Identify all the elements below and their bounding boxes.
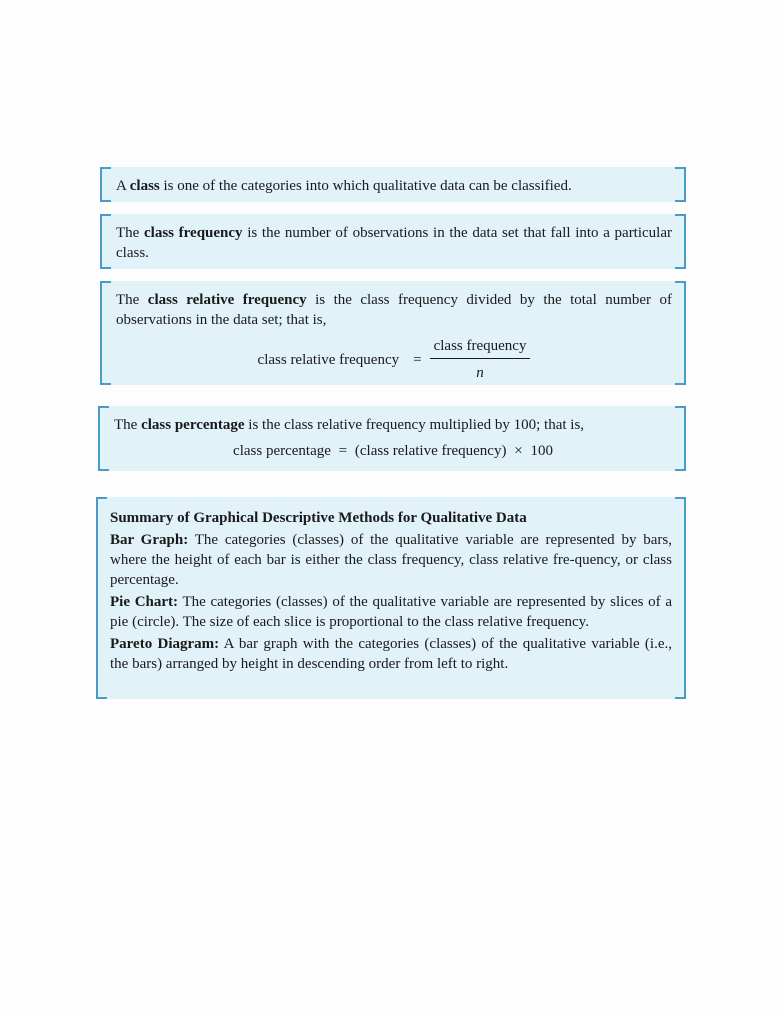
definition-text: The class percentage is the class relative frequency multiplied by 100; that is, [114, 417, 585, 433]
summary-term: Pie Chart: [110, 594, 179, 610]
fraction-numerator: class frequency [430, 336, 531, 359]
defined-term: class frequency [144, 225, 243, 241]
defined-term: class [129, 178, 160, 194]
summary-item-pie-chart: Pie Chart: The categories (classes) of the qualitative variable are represented by slices of a pie (circle). The size of each slice is proportional to the class relative frequency. [110, 594, 672, 630]
definition-text: A class is one of the categories into which qualitative data can be classified. [116, 178, 572, 194]
summary-item-pareto-diagram: Pareto Diagram: A bar graph with the categories (classes) of the qualitative variable (i.e., the bars) arranged by height in descending order from left to right. [110, 636, 672, 672]
definition-box-class-percentage [98, 406, 686, 471]
formula-lhs: class percentage [233, 443, 331, 459]
relative-frequency-formula [116, 336, 672, 383]
fraction-denominator: n [476, 365, 484, 381]
summary-term: Bar Graph: [110, 532, 189, 548]
defined-term: class relative frequency [147, 292, 307, 308]
definition-box-class-relative-frequency [100, 281, 686, 385]
defined-term: class percentage [141, 417, 245, 433]
definition-box-class [100, 167, 686, 202]
summary-term: Pareto Diagram: [110, 636, 220, 652]
formula-equals: = [338, 443, 348, 459]
formula-fraction [430, 336, 531, 383]
definition-box-class-frequency [100, 214, 686, 269]
summary-box [96, 497, 686, 699]
formula-lhs: class relative frequency [257, 351, 400, 368]
formula-factor: 100 [530, 443, 553, 459]
definition-text: The class relative frequency is the class frequency divided by the total number of observations in the data set; that is, [116, 292, 673, 328]
formula-rhs: (class relative frequency) [354, 443, 507, 459]
formula-equals: = [413, 351, 422, 368]
definition-text: The class frequency is the number of observations in the data set that fall into a particular class. [116, 225, 672, 261]
formula-times: × [514, 443, 523, 459]
summary-title: Summary of Graphical Descriptive Methods for Qualitative Data [110, 510, 527, 526]
percentage-formula [114, 441, 672, 461]
summary-item-bar-graph: Bar Graph: The categories (classes) of the qualitative variable are represented by bars, where the height of each bar is either the class frequency, class relative fre-quency, or class percentage. [110, 532, 672, 588]
